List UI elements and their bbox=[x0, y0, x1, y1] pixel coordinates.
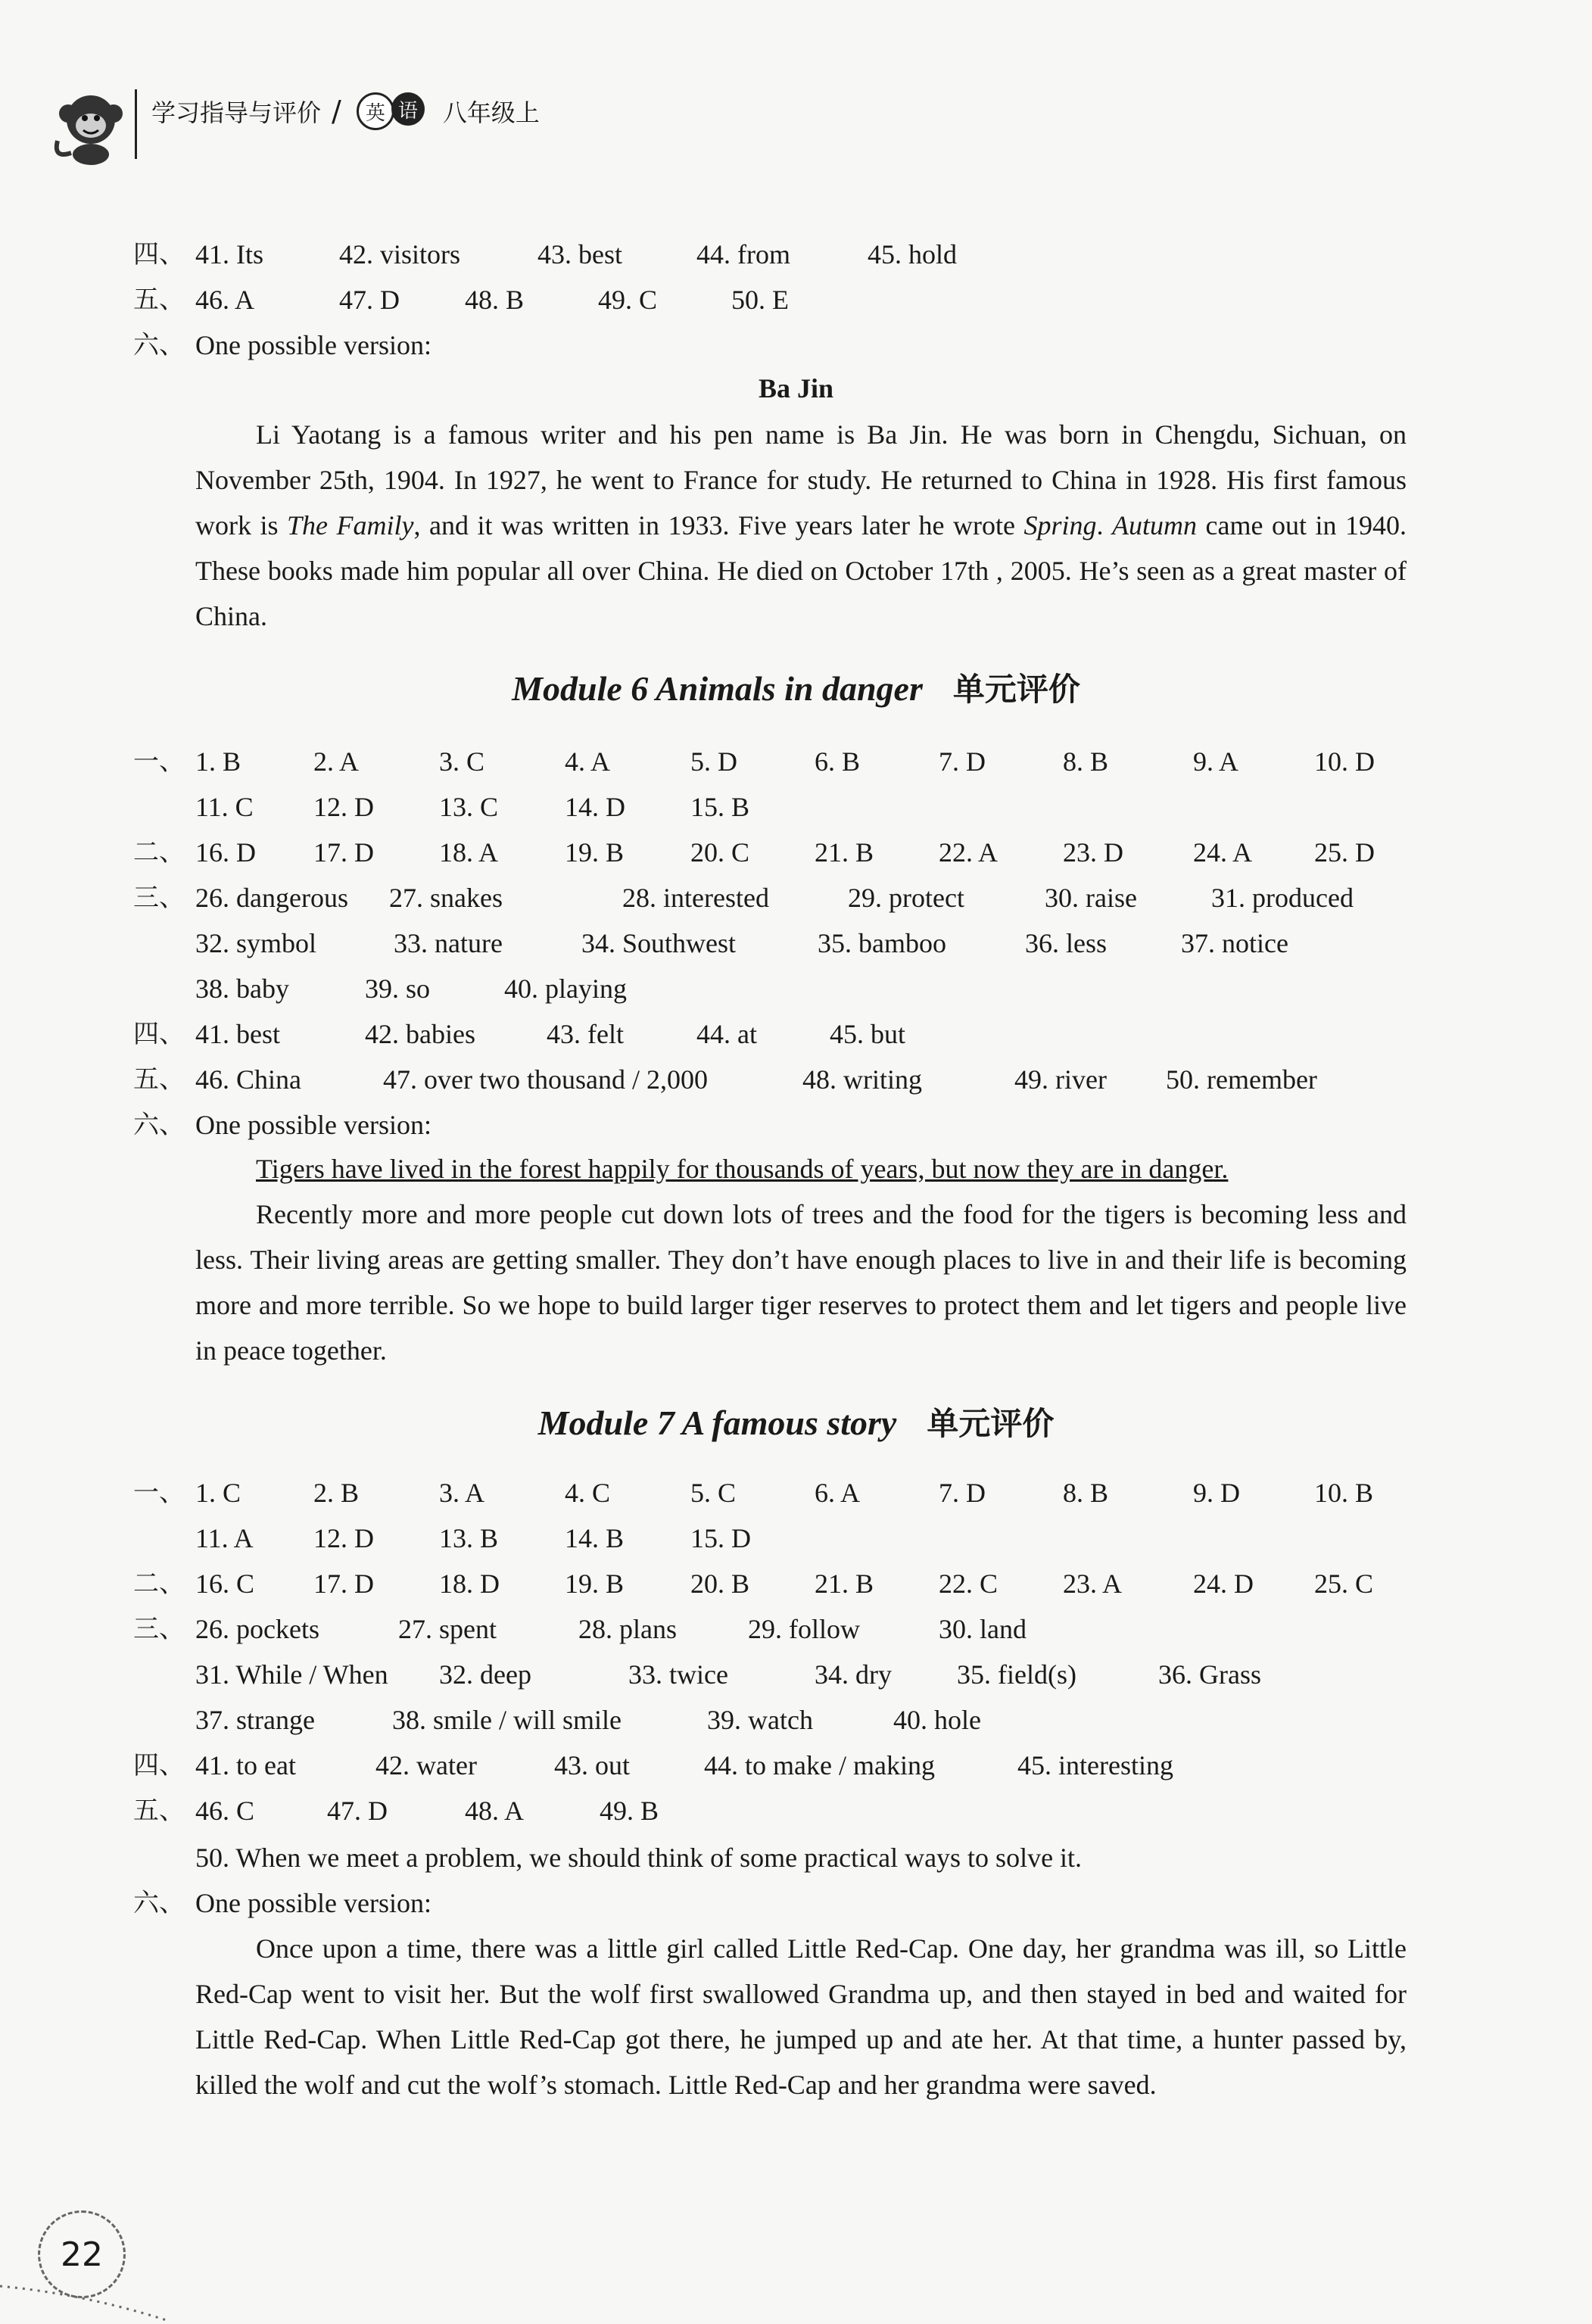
answer-item: 26. pockets bbox=[195, 1614, 319, 1644]
answer-item: 1. C bbox=[195, 1478, 241, 1508]
answer-item: 42. babies bbox=[365, 1019, 475, 1049]
answer-item: 39. so bbox=[365, 974, 431, 1004]
section-label: 四、 bbox=[133, 239, 185, 269]
answer-item: 42. water bbox=[375, 1750, 477, 1780]
section-label: 六、 bbox=[133, 330, 185, 360]
answer-item: 6. B bbox=[815, 746, 861, 777]
subject-badge bbox=[357, 92, 425, 130]
essay-text: came out in 1940. These books made him popular all over China. He died on October 17th , 2005. He’s seen as a great master of China. bbox=[195, 510, 1407, 631]
answer-item: 16. C bbox=[195, 1569, 255, 1599]
answer-item: 49. B bbox=[600, 1796, 659, 1826]
answer-item: 25. C bbox=[1314, 1569, 1374, 1599]
module-unit-label: 单元评价 bbox=[952, 671, 1080, 708]
grade-label: 八年级上 bbox=[442, 98, 540, 127]
essay-little-red-cap bbox=[195, 1926, 1407, 2107]
section-label: 三、 bbox=[133, 883, 185, 913]
section-instruction: One possible version: bbox=[195, 330, 431, 360]
answer-item: 47. D bbox=[339, 285, 400, 315]
answer-item: 47. over two thousand / 2,000 bbox=[383, 1064, 708, 1095]
answer-item: 19. B bbox=[565, 1569, 625, 1599]
header-divider bbox=[135, 89, 137, 159]
answer-item: 38. baby bbox=[195, 974, 289, 1004]
answer-item: 50. remember bbox=[1166, 1064, 1317, 1095]
answer-item: 15. B bbox=[690, 792, 750, 822]
answer-item: 46. China bbox=[195, 1064, 301, 1095]
answer-item: 33. nature bbox=[394, 928, 503, 958]
essay-text: Li Yaotang is a famous writer and his pen name is Ba Jin. He was born in Chengdu, Sichuan, on November 25th, 1904. In 1927, he went to France for study. He returned to China in 1928. His first famous work is bbox=[195, 419, 1407, 541]
answer-item: 3. C bbox=[439, 746, 485, 777]
answer-item: 43. felt bbox=[547, 1019, 624, 1049]
answer-item: 37. strange bbox=[195, 1705, 315, 1735]
section-label: 二、 bbox=[133, 837, 185, 868]
answer-item: 45. interesting bbox=[1017, 1750, 1173, 1780]
answer-item: 36. less bbox=[1025, 928, 1107, 958]
subject-char-a: 英 bbox=[357, 92, 394, 130]
module-6-heading bbox=[0, 665, 1592, 710]
essay-text: Once upon a time, there was a little girl called Little Red-Cap. One day, her grandma was ill, so Little Red-Cap went to visit her. But the wolf first swallowed Grandma up, and then stayed in bed and waited for Little Red-Cap. When Little Red-Cap got there, he jumped up and ate her. At that time, a hunter passed by, killed the wolf and cut the wolf’s stomach. Little Red-Cap and her grandma were saved. bbox=[195, 1933, 1407, 2100]
answer-item: 32. symbol bbox=[195, 928, 317, 958]
answer-item: 3. A bbox=[439, 1478, 485, 1508]
answer-item: 19. B bbox=[565, 837, 625, 868]
answer-item: 40. hole bbox=[893, 1705, 981, 1735]
corner-dotted-arc bbox=[0, 2279, 174, 2324]
answer-item: 37. notice bbox=[1181, 928, 1288, 958]
answer-item: 49. C bbox=[598, 285, 658, 315]
answer-item: 10. D bbox=[1314, 746, 1375, 777]
answer-item: 5. D bbox=[690, 746, 737, 777]
answer-item: 24. D bbox=[1193, 1569, 1254, 1599]
answer-item: 28. plans bbox=[578, 1614, 677, 1644]
answer-item: 4. A bbox=[565, 746, 611, 777]
module-unit-label: 单元评价 bbox=[927, 1405, 1055, 1442]
answer-item: 2. A bbox=[313, 746, 360, 777]
answer-item: 33. twice bbox=[628, 1659, 728, 1690]
section-label: 五、 bbox=[133, 1796, 185, 1826]
answer-item: 23. A bbox=[1063, 1569, 1123, 1599]
answer-item: 41. best bbox=[195, 1019, 280, 1049]
answer-item: 27. spent bbox=[398, 1614, 497, 1644]
answer-item: 21. B bbox=[815, 837, 874, 868]
answer-item: 9. D bbox=[1193, 1478, 1240, 1508]
answer-item: 36. Grass bbox=[1158, 1659, 1261, 1690]
answer-item: 9. A bbox=[1193, 746, 1239, 777]
slash-divider: / bbox=[332, 95, 341, 128]
section-label: 五、 bbox=[133, 1064, 185, 1095]
answer-item: 50. When we meet a problem, we should think of some practical ways to solve it. bbox=[195, 1843, 1083, 1873]
section-label: 一、 bbox=[133, 1478, 185, 1508]
answer-item: 29. follow bbox=[748, 1614, 860, 1644]
section-instruction: One possible version: bbox=[195, 1888, 431, 1918]
answer-item: 35. field(s) bbox=[957, 1659, 1076, 1690]
answer-item: 42. visitors bbox=[339, 239, 461, 269]
essay-text: Recently more and more people cut down lots of trees and the food for the tigers is becoming less and less. Their living areas are getting smaller. They don’t have enough places to live in and their life is becoming more and more terrible. So we hope to build larger tiger reserves to protect them and let tigers and people live in peace together. bbox=[195, 1199, 1407, 1366]
answer-item: 22. A bbox=[939, 837, 999, 868]
answer-item: 44. to make / making bbox=[704, 1750, 935, 1780]
answer-item: 7. D bbox=[939, 746, 986, 777]
answer-item: 35. bamboo bbox=[818, 928, 946, 958]
answer-item: 4. C bbox=[565, 1478, 611, 1508]
page-number: 22 bbox=[38, 2210, 126, 2298]
header-title bbox=[151, 92, 540, 130]
answer-item: 17. D bbox=[313, 1569, 374, 1599]
answer-item: 14. D bbox=[565, 792, 625, 822]
answer-item: 7. D bbox=[939, 1478, 986, 1508]
answer-item: 48. A bbox=[465, 1796, 525, 1826]
module-title: Module 7 A famous story bbox=[537, 1403, 897, 1442]
answer-item: 25. D bbox=[1314, 837, 1375, 868]
subject-char-b: 语 bbox=[391, 92, 425, 126]
essay-ba-jin bbox=[195, 412, 1407, 639]
answer-item: 13. C bbox=[439, 792, 499, 822]
answer-item: 8. B bbox=[1063, 1478, 1109, 1508]
answer-item: 45. hold bbox=[868, 239, 958, 269]
essay-underlined-sentence: Tigers have lived in the forest happily for thousands of years, but now they are in danger. bbox=[256, 1154, 1229, 1184]
answer-item: 48. B bbox=[465, 285, 525, 315]
section-label: 六、 bbox=[133, 1110, 185, 1140]
book-title-italic: The Family bbox=[287, 510, 414, 541]
book-title-italic: Spring bbox=[1023, 510, 1097, 541]
answer-item: 24. A bbox=[1193, 837, 1253, 868]
answer-item: 20. C bbox=[690, 837, 750, 868]
answer-item: 1. B bbox=[195, 746, 241, 777]
essay-tigers bbox=[195, 1146, 1407, 1373]
answer-item: 14. B bbox=[565, 1523, 625, 1553]
answer-item: 43. best bbox=[537, 239, 622, 269]
answer-item: 34. Southwest bbox=[581, 928, 737, 958]
module-7-heading bbox=[0, 1399, 1592, 1444]
essay-text: . bbox=[1096, 510, 1112, 541]
answer-item: 38. smile / will smile bbox=[392, 1705, 622, 1735]
section-label: 四、 bbox=[133, 1750, 185, 1780]
answer-item: 12. D bbox=[313, 792, 374, 822]
section-label: 三、 bbox=[133, 1614, 185, 1644]
answer-item: 22. C bbox=[939, 1569, 999, 1599]
answer-item: 16. D bbox=[195, 837, 256, 868]
answer-item: 12. D bbox=[313, 1523, 374, 1553]
answer-item: 13. B bbox=[439, 1523, 499, 1553]
answer-item: 6. A bbox=[815, 1478, 861, 1508]
answer-item: 30. raise bbox=[1045, 883, 1137, 913]
answer-item: 23. D bbox=[1063, 837, 1123, 868]
answer-item: 10. B bbox=[1314, 1478, 1374, 1508]
answer-item: 32. deep bbox=[439, 1659, 531, 1690]
section-label: 二、 bbox=[133, 1569, 185, 1599]
essay-title: Ba Jin bbox=[758, 373, 834, 403]
answer-item: 31. While / When bbox=[195, 1659, 388, 1690]
module-title: Module 6 Animals in danger bbox=[512, 669, 923, 708]
section-label: 四、 bbox=[133, 1019, 185, 1049]
answer-item: 47. D bbox=[327, 1796, 388, 1826]
answer-item: 29. protect bbox=[848, 883, 964, 913]
answer-item: 40. playing bbox=[504, 974, 627, 1004]
answer-item: 43. out bbox=[554, 1750, 631, 1780]
answer-item: 11. A bbox=[195, 1523, 254, 1553]
answer-item: 48. writing bbox=[802, 1064, 922, 1095]
answer-item: 18. D bbox=[439, 1569, 500, 1599]
book-title-italic: Autumn bbox=[1112, 510, 1197, 541]
answer-item: 44. at bbox=[696, 1019, 757, 1049]
answer-item: 21. B bbox=[815, 1569, 874, 1599]
answer-item: 27. snakes bbox=[389, 883, 503, 913]
answer-item: 39. watch bbox=[707, 1705, 813, 1735]
answer-item: 49. river bbox=[1014, 1064, 1107, 1095]
essay-text: , and it was written in 1933. Five years later he wrote bbox=[413, 510, 1024, 541]
answer-item: 8. B bbox=[1063, 746, 1109, 777]
answer-item: 31. produced bbox=[1211, 883, 1354, 913]
answer-item: 45. but bbox=[830, 1019, 906, 1049]
answer-item: 2. B bbox=[313, 1478, 360, 1508]
answer-item: 41. Its bbox=[195, 239, 263, 269]
section-label: 一、 bbox=[133, 746, 185, 777]
answer-item: 20. B bbox=[690, 1569, 750, 1599]
answer-item: 44. from bbox=[696, 239, 790, 269]
monkey-mascot-icon bbox=[45, 83, 129, 167]
answer-item: 17. D bbox=[313, 837, 374, 868]
section-label: 六、 bbox=[133, 1888, 185, 1918]
answer-item: 30. land bbox=[939, 1614, 1027, 1644]
answer-item: 50. E bbox=[731, 285, 789, 315]
answer-item: 28. interested bbox=[622, 883, 769, 913]
answer-item: 18. A bbox=[439, 837, 499, 868]
answer-item: 41. to eat bbox=[195, 1750, 296, 1780]
section-label: 五、 bbox=[133, 285, 185, 315]
section-instruction: One possible version: bbox=[195, 1110, 431, 1140]
page-header bbox=[45, 76, 1484, 167]
answer-item: 46. A bbox=[195, 285, 255, 315]
answer-item: 15. D bbox=[690, 1523, 751, 1553]
answer-item: 5. C bbox=[690, 1478, 737, 1508]
book-title: 学习指导与评价 bbox=[151, 98, 322, 127]
answer-item: 34. dry bbox=[815, 1659, 892, 1690]
answer-item: 26. dangerous bbox=[195, 883, 348, 913]
answer-item: 11. C bbox=[195, 792, 254, 822]
answer-item: 46. C bbox=[195, 1796, 255, 1826]
